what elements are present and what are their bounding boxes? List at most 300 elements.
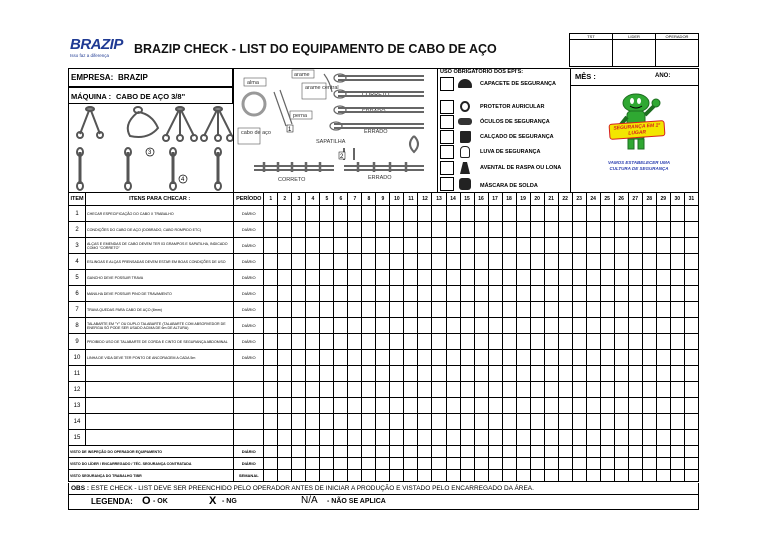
- visto-check-cell[interactable]: [502, 446, 516, 458]
- day-check-cell[interactable]: [278, 350, 292, 366]
- day-check-cell[interactable]: [600, 366, 614, 382]
- day-check-cell[interactable]: [544, 398, 558, 414]
- sign-box-operador[interactable]: [656, 40, 699, 67]
- visto-check-cell[interactable]: [656, 470, 670, 482]
- day-check-cell[interactable]: [460, 222, 474, 238]
- day-check-cell[interactable]: [628, 238, 642, 254]
- day-check-cell[interactable]: [432, 430, 446, 446]
- day-check-cell[interactable]: [670, 318, 684, 334]
- day-check-cell[interactable]: [292, 350, 306, 366]
- day-check-cell[interactable]: [530, 414, 544, 430]
- visto-check-cell[interactable]: [348, 458, 362, 470]
- visto-check-cell[interactable]: [642, 458, 656, 470]
- day-check-cell[interactable]: [418, 238, 432, 254]
- day-check-cell[interactable]: [404, 222, 418, 238]
- visto-check-cell[interactable]: [320, 470, 334, 482]
- day-check-cell[interactable]: [530, 286, 544, 302]
- day-check-cell[interactable]: [544, 286, 558, 302]
- day-check-cell[interactable]: [292, 254, 306, 270]
- day-check-cell[interactable]: [418, 414, 432, 430]
- day-check-cell[interactable]: [530, 350, 544, 366]
- day-check-cell[interactable]: [460, 238, 474, 254]
- day-check-cell[interactable]: [586, 254, 600, 270]
- day-check-cell[interactable]: [334, 222, 348, 238]
- day-check-cell[interactable]: [278, 398, 292, 414]
- visto-check-cell[interactable]: [446, 446, 460, 458]
- day-check-cell[interactable]: [390, 270, 404, 286]
- day-check-cell[interactable]: [278, 286, 292, 302]
- visto-check-cell[interactable]: [614, 470, 628, 482]
- day-check-cell[interactable]: [600, 270, 614, 286]
- day-check-cell[interactable]: [572, 206, 586, 222]
- day-check-cell[interactable]: [404, 414, 418, 430]
- day-check-cell[interactable]: [404, 366, 418, 382]
- day-check-cell[interactable]: [544, 334, 558, 350]
- visto-check-cell[interactable]: [600, 458, 614, 470]
- day-check-cell[interactable]: [642, 270, 656, 286]
- day-check-cell[interactable]: [600, 222, 614, 238]
- day-check-cell[interactable]: [656, 430, 670, 446]
- visto-check-cell[interactable]: [404, 470, 418, 482]
- day-check-cell[interactable]: [362, 382, 376, 398]
- day-check-cell[interactable]: [390, 398, 404, 414]
- day-check-cell[interactable]: [320, 270, 334, 286]
- day-check-cell[interactable]: [642, 414, 656, 430]
- day-check-cell[interactable]: [488, 222, 502, 238]
- day-check-cell[interactable]: [320, 366, 334, 382]
- day-check-cell[interactable]: [544, 430, 558, 446]
- day-check-cell[interactable]: [334, 286, 348, 302]
- day-check-cell[interactable]: [502, 270, 516, 286]
- day-check-cell[interactable]: [628, 254, 642, 270]
- day-check-cell[interactable]: [474, 366, 488, 382]
- day-check-cell[interactable]: [460, 382, 474, 398]
- day-check-cell[interactable]: [684, 206, 698, 222]
- day-check-cell[interactable]: [530, 430, 544, 446]
- day-check-cell[interactable]: [432, 254, 446, 270]
- day-check-cell[interactable]: [544, 318, 558, 334]
- day-check-cell[interactable]: [684, 238, 698, 254]
- visto-check-cell[interactable]: [572, 470, 586, 482]
- day-check-cell[interactable]: [390, 206, 404, 222]
- visto-check-cell[interactable]: [516, 470, 530, 482]
- day-check-cell[interactable]: [656, 334, 670, 350]
- day-check-cell[interactable]: [390, 366, 404, 382]
- day-check-cell[interactable]: [334, 414, 348, 430]
- day-check-cell[interactable]: [348, 366, 362, 382]
- day-check-cell[interactable]: [320, 398, 334, 414]
- day-check-cell[interactable]: [362, 222, 376, 238]
- day-check-cell[interactable]: [404, 286, 418, 302]
- day-check-cell[interactable]: [628, 334, 642, 350]
- day-check-cell[interactable]: [656, 382, 670, 398]
- visto-check-cell[interactable]: [474, 470, 488, 482]
- day-check-cell[interactable]: [376, 222, 390, 238]
- visto-check-cell[interactable]: [600, 446, 614, 458]
- visto-check-cell[interactable]: [334, 446, 348, 458]
- day-check-cell[interactable]: [348, 270, 362, 286]
- day-check-cell[interactable]: [432, 238, 446, 254]
- day-check-cell[interactable]: [292, 398, 306, 414]
- day-check-cell[interactable]: [516, 254, 530, 270]
- day-check-cell[interactable]: [614, 350, 628, 366]
- day-check-cell[interactable]: [684, 366, 698, 382]
- visto-check-cell[interactable]: [404, 446, 418, 458]
- day-check-cell[interactable]: [614, 366, 628, 382]
- day-check-cell[interactable]: [642, 350, 656, 366]
- visto-check-cell[interactable]: [684, 446, 698, 458]
- day-check-cell[interactable]: [600, 430, 614, 446]
- day-check-cell[interactable]: [558, 366, 572, 382]
- day-check-cell[interactable]: [586, 222, 600, 238]
- day-check-cell[interactable]: [306, 382, 320, 398]
- day-check-cell[interactable]: [516, 286, 530, 302]
- day-check-cell[interactable]: [488, 430, 502, 446]
- visto-check-cell[interactable]: [362, 458, 376, 470]
- day-check-cell[interactable]: [628, 366, 642, 382]
- visto-check-cell[interactable]: [278, 470, 292, 482]
- day-check-cell[interactable]: [544, 238, 558, 254]
- day-check-cell[interactable]: [684, 222, 698, 238]
- day-check-cell[interactable]: [642, 334, 656, 350]
- day-check-cell[interactable]: [418, 366, 432, 382]
- day-check-cell[interactable]: [292, 286, 306, 302]
- visto-check-cell[interactable]: [432, 470, 446, 482]
- day-check-cell[interactable]: [474, 350, 488, 366]
- day-check-cell[interactable]: [320, 382, 334, 398]
- day-check-cell[interactable]: [320, 318, 334, 334]
- day-check-cell[interactable]: [488, 270, 502, 286]
- visto-check-cell[interactable]: [684, 470, 698, 482]
- day-check-cell[interactable]: [516, 222, 530, 238]
- day-check-cell[interactable]: [474, 430, 488, 446]
- day-check-cell[interactable]: [376, 254, 390, 270]
- day-check-cell[interactable]: [656, 302, 670, 318]
- day-check-cell[interactable]: [320, 222, 334, 238]
- day-check-cell[interactable]: [362, 302, 376, 318]
- day-check-cell[interactable]: [684, 302, 698, 318]
- day-check-cell[interactable]: [432, 414, 446, 430]
- visto-check-cell[interactable]: [446, 458, 460, 470]
- day-check-cell[interactable]: [586, 350, 600, 366]
- visto-check-cell[interactable]: [264, 458, 278, 470]
- day-check-cell[interactable]: [264, 286, 278, 302]
- day-check-cell[interactable]: [516, 334, 530, 350]
- day-check-cell[interactable]: [460, 302, 474, 318]
- day-check-cell[interactable]: [488, 382, 502, 398]
- day-check-cell[interactable]: [558, 222, 572, 238]
- visto-check-cell[interactable]: [348, 470, 362, 482]
- visto-check-cell[interactable]: [656, 446, 670, 458]
- day-check-cell[interactable]: [474, 302, 488, 318]
- visto-check-cell[interactable]: [362, 446, 376, 458]
- day-check-cell[interactable]: [264, 382, 278, 398]
- day-check-cell[interactable]: [390, 318, 404, 334]
- day-check-cell[interactable]: [278, 254, 292, 270]
- day-check-cell[interactable]: [516, 382, 530, 398]
- visto-check-cell[interactable]: [516, 446, 530, 458]
- visto-check-cell[interactable]: [530, 458, 544, 470]
- day-check-cell[interactable]: [292, 430, 306, 446]
- visto-check-cell[interactable]: [306, 446, 320, 458]
- day-check-cell[interactable]: [264, 206, 278, 222]
- visto-check-cell[interactable]: [488, 458, 502, 470]
- day-check-cell[interactable]: [376, 398, 390, 414]
- day-check-cell[interactable]: [292, 206, 306, 222]
- day-check-cell[interactable]: [488, 366, 502, 382]
- day-check-cell[interactable]: [670, 302, 684, 318]
- day-check-cell[interactable]: [670, 350, 684, 366]
- day-check-cell[interactable]: [530, 254, 544, 270]
- day-check-cell[interactable]: [488, 286, 502, 302]
- day-check-cell[interactable]: [544, 382, 558, 398]
- day-check-cell[interactable]: [474, 222, 488, 238]
- day-check-cell[interactable]: [600, 318, 614, 334]
- day-check-cell[interactable]: [642, 302, 656, 318]
- day-check-cell[interactable]: [278, 238, 292, 254]
- visto-check-cell[interactable]: [320, 458, 334, 470]
- day-check-cell[interactable]: [264, 350, 278, 366]
- day-check-cell[interactable]: [334, 430, 348, 446]
- day-check-cell[interactable]: [348, 238, 362, 254]
- day-check-cell[interactable]: [306, 334, 320, 350]
- day-check-cell[interactable]: [348, 302, 362, 318]
- day-check-cell[interactable]: [278, 382, 292, 398]
- day-check-cell[interactable]: [446, 206, 460, 222]
- day-check-cell[interactable]: [306, 206, 320, 222]
- day-check-cell[interactable]: [642, 366, 656, 382]
- day-check-cell[interactable]: [418, 350, 432, 366]
- day-check-cell[interactable]: [558, 382, 572, 398]
- day-check-cell[interactable]: [502, 382, 516, 398]
- day-check-cell[interactable]: [348, 222, 362, 238]
- day-check-cell[interactable]: [572, 366, 586, 382]
- day-check-cell[interactable]: [334, 238, 348, 254]
- day-check-cell[interactable]: [544, 206, 558, 222]
- day-check-cell[interactable]: [614, 318, 628, 334]
- visto-check-cell[interactable]: [628, 470, 642, 482]
- day-check-cell[interactable]: [376, 270, 390, 286]
- day-check-cell[interactable]: [586, 238, 600, 254]
- visto-check-cell[interactable]: [502, 458, 516, 470]
- day-check-cell[interactable]: [614, 238, 628, 254]
- day-check-cell[interactable]: [684, 318, 698, 334]
- day-check-cell[interactable]: [474, 398, 488, 414]
- day-check-cell[interactable]: [656, 398, 670, 414]
- day-check-cell[interactable]: [642, 382, 656, 398]
- day-check-cell[interactable]: [306, 350, 320, 366]
- day-check-cell[interactable]: [390, 302, 404, 318]
- day-check-cell[interactable]: [614, 222, 628, 238]
- day-check-cell[interactable]: [446, 414, 460, 430]
- day-check-cell[interactable]: [432, 350, 446, 366]
- day-check-cell[interactable]: [460, 334, 474, 350]
- day-check-cell[interactable]: [516, 270, 530, 286]
- day-check-cell[interactable]: [642, 286, 656, 302]
- visto-check-cell[interactable]: [572, 446, 586, 458]
- day-check-cell[interactable]: [306, 414, 320, 430]
- day-check-cell[interactable]: [488, 254, 502, 270]
- day-check-cell[interactable]: [488, 302, 502, 318]
- visto-check-cell[interactable]: [418, 458, 432, 470]
- day-check-cell[interactable]: [264, 366, 278, 382]
- day-check-cell[interactable]: [474, 270, 488, 286]
- day-check-cell[interactable]: [670, 430, 684, 446]
- day-check-cell[interactable]: [488, 414, 502, 430]
- day-check-cell[interactable]: [292, 366, 306, 382]
- day-check-cell[interactable]: [488, 334, 502, 350]
- day-check-cell[interactable]: [530, 366, 544, 382]
- day-check-cell[interactable]: [558, 254, 572, 270]
- sign-box-tst[interactable]: [570, 40, 613, 67]
- day-check-cell[interactable]: [306, 366, 320, 382]
- day-check-cell[interactable]: [432, 398, 446, 414]
- visto-check-cell[interactable]: [474, 446, 488, 458]
- day-check-cell[interactable]: [306, 238, 320, 254]
- day-check-cell[interactable]: [446, 254, 460, 270]
- day-check-cell[interactable]: [390, 238, 404, 254]
- day-check-cell[interactable]: [502, 334, 516, 350]
- day-check-cell[interactable]: [586, 286, 600, 302]
- day-check-cell[interactable]: [348, 334, 362, 350]
- day-check-cell[interactable]: [600, 382, 614, 398]
- day-check-cell[interactable]: [334, 302, 348, 318]
- day-check-cell[interactable]: [530, 206, 544, 222]
- day-check-cell[interactable]: [572, 414, 586, 430]
- visto-check-cell[interactable]: [558, 458, 572, 470]
- day-check-cell[interactable]: [446, 350, 460, 366]
- day-check-cell[interactable]: [656, 286, 670, 302]
- day-check-cell[interactable]: [628, 302, 642, 318]
- day-check-cell[interactable]: [390, 334, 404, 350]
- visto-check-cell[interactable]: [376, 470, 390, 482]
- visto-check-cell[interactable]: [558, 470, 572, 482]
- day-check-cell[interactable]: [488, 350, 502, 366]
- day-check-cell[interactable]: [418, 254, 432, 270]
- day-check-cell[interactable]: [306, 430, 320, 446]
- day-check-cell[interactable]: [558, 286, 572, 302]
- visto-check-cell[interactable]: [264, 470, 278, 482]
- day-check-cell[interactable]: [488, 238, 502, 254]
- day-check-cell[interactable]: [278, 206, 292, 222]
- day-check-cell[interactable]: [656, 366, 670, 382]
- day-check-cell[interactable]: [670, 414, 684, 430]
- day-check-cell[interactable]: [614, 254, 628, 270]
- day-check-cell[interactable]: [320, 350, 334, 366]
- day-check-cell[interactable]: [642, 430, 656, 446]
- day-check-cell[interactable]: [684, 254, 698, 270]
- day-check-cell[interactable]: [530, 222, 544, 238]
- day-check-cell[interactable]: [320, 302, 334, 318]
- visto-check-cell[interactable]: [628, 458, 642, 470]
- day-check-cell[interactable]: [474, 334, 488, 350]
- day-check-cell[interactable]: [334, 206, 348, 222]
- visto-check-cell[interactable]: [348, 446, 362, 458]
- day-check-cell[interactable]: [376, 286, 390, 302]
- day-check-cell[interactable]: [572, 302, 586, 318]
- visto-check-cell[interactable]: [334, 458, 348, 470]
- day-check-cell[interactable]: [614, 302, 628, 318]
- day-check-cell[interactable]: [362, 286, 376, 302]
- day-check-cell[interactable]: [362, 254, 376, 270]
- day-check-cell[interactable]: [278, 334, 292, 350]
- day-check-cell[interactable]: [390, 430, 404, 446]
- day-check-cell[interactable]: [502, 414, 516, 430]
- day-check-cell[interactable]: [334, 366, 348, 382]
- day-check-cell[interactable]: [404, 430, 418, 446]
- day-check-cell[interactable]: [614, 414, 628, 430]
- day-check-cell[interactable]: [460, 414, 474, 430]
- day-check-cell[interactable]: [432, 382, 446, 398]
- day-check-cell[interactable]: [362, 270, 376, 286]
- day-check-cell[interactable]: [404, 398, 418, 414]
- day-check-cell[interactable]: [586, 366, 600, 382]
- day-check-cell[interactable]: [460, 366, 474, 382]
- day-check-cell[interactable]: [614, 206, 628, 222]
- day-check-cell[interactable]: [306, 286, 320, 302]
- day-check-cell[interactable]: [432, 222, 446, 238]
- day-check-cell[interactable]: [544, 366, 558, 382]
- day-check-cell[interactable]: [334, 398, 348, 414]
- visto-check-cell[interactable]: [572, 458, 586, 470]
- day-check-cell[interactable]: [530, 334, 544, 350]
- day-check-cell[interactable]: [278, 366, 292, 382]
- day-check-cell[interactable]: [418, 222, 432, 238]
- day-check-cell[interactable]: [600, 350, 614, 366]
- visto-check-cell[interactable]: [278, 446, 292, 458]
- day-check-cell[interactable]: [404, 382, 418, 398]
- day-check-cell[interactable]: [292, 414, 306, 430]
- day-check-cell[interactable]: [670, 366, 684, 382]
- day-check-cell[interactable]: [334, 334, 348, 350]
- day-check-cell[interactable]: [558, 238, 572, 254]
- day-check-cell[interactable]: [320, 238, 334, 254]
- day-check-cell[interactable]: [670, 398, 684, 414]
- day-check-cell[interactable]: [474, 382, 488, 398]
- day-check-cell[interactable]: [502, 398, 516, 414]
- visto-check-cell[interactable]: [670, 446, 684, 458]
- day-check-cell[interactable]: [670, 382, 684, 398]
- day-check-cell[interactable]: [544, 302, 558, 318]
- day-check-cell[interactable]: [502, 222, 516, 238]
- day-check-cell[interactable]: [348, 286, 362, 302]
- visto-check-cell[interactable]: [390, 446, 404, 458]
- day-check-cell[interactable]: [390, 254, 404, 270]
- visto-check-cell[interactable]: [292, 458, 306, 470]
- day-check-cell[interactable]: [600, 254, 614, 270]
- day-check-cell[interactable]: [516, 206, 530, 222]
- day-check-cell[interactable]: [656, 318, 670, 334]
- day-check-cell[interactable]: [446, 382, 460, 398]
- day-check-cell[interactable]: [278, 430, 292, 446]
- day-check-cell[interactable]: [656, 238, 670, 254]
- day-check-cell[interactable]: [376, 382, 390, 398]
- day-check-cell[interactable]: [264, 238, 278, 254]
- day-check-cell[interactable]: [264, 414, 278, 430]
- day-check-cell[interactable]: [418, 334, 432, 350]
- visto-check-cell[interactable]: [446, 470, 460, 482]
- day-check-cell[interactable]: [348, 398, 362, 414]
- day-check-cell[interactable]: [376, 414, 390, 430]
- visto-check-cell[interactable]: [558, 446, 572, 458]
- day-check-cell[interactable]: [558, 302, 572, 318]
- day-check-cell[interactable]: [446, 334, 460, 350]
- visto-check-cell[interactable]: [390, 470, 404, 482]
- day-check-cell[interactable]: [572, 334, 586, 350]
- day-check-cell[interactable]: [502, 430, 516, 446]
- day-check-cell[interactable]: [628, 270, 642, 286]
- day-check-cell[interactable]: [684, 350, 698, 366]
